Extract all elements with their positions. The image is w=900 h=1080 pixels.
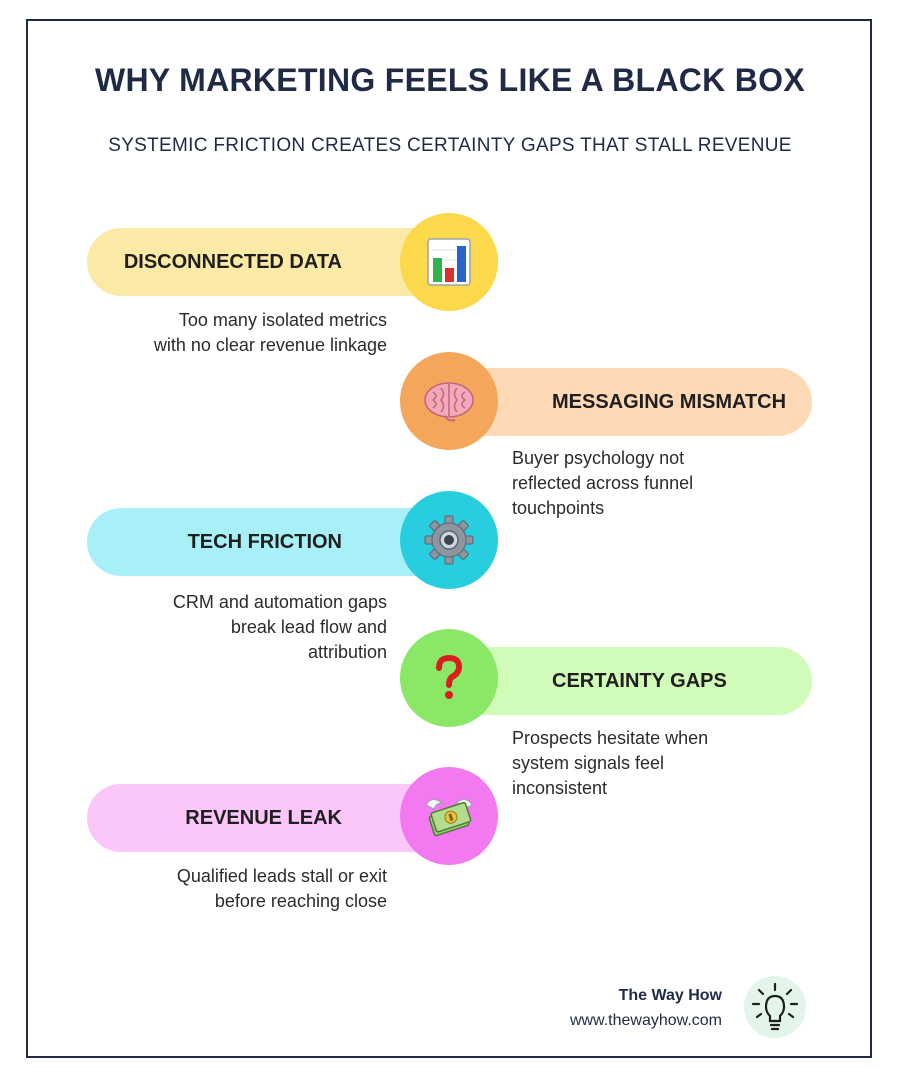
bar-chart-icon [427, 238, 471, 286]
description-certainty-gaps: Prospects hesitate when system signals feel inconsistent [512, 728, 709, 798]
description-revenue-leak: Qualified leads stall or exit before reaching close [176, 866, 387, 911]
pill-label: MESSAGING MISMATCH [552, 390, 787, 413]
page-title: WHY MARKETING FEELS LIKE A BLACK BOX [94, 62, 806, 98]
page-subtitle: SYSTEMIC FRICTION CREATES CERTAINTY GAPS THAT STALL REVENUE [108, 135, 792, 156]
circle-tech-friction [400, 491, 498, 589]
pill-label: DISCONNECTED DATA [123, 250, 342, 273]
pill-label: TECH FRICTION [187, 530, 342, 553]
description-messaging-mismatch: Buyer psychology not reflected across funnel touchpoints [512, 448, 694, 518]
description-tech-friction: CRM and automation gaps break lead flow and attribution [172, 592, 387, 662]
circle-revenue-leak [400, 767, 498, 865]
brand-name: The Way How [618, 987, 722, 1004]
lightbulb-icon [749, 981, 801, 1033]
description-disconnected-data: Too many isolated metrics with no clear revenue linkage [153, 310, 387, 355]
circle-certainty-gaps [400, 629, 498, 727]
brain-icon [423, 380, 475, 422]
pill-label: REVENUE LEAK [185, 806, 342, 829]
money-with-wings-icon [422, 793, 476, 839]
pill-label: CERTAINTY GAPS [552, 669, 727, 692]
brand-url[interactable]: www.thewayhow.com [569, 1012, 722, 1029]
circle-disconnected-data [400, 213, 498, 311]
brand-logo [744, 976, 806, 1038]
gear-icon [424, 515, 474, 565]
question-mark-icon [434, 655, 464, 701]
circle-messaging-mismatch [400, 352, 498, 450]
